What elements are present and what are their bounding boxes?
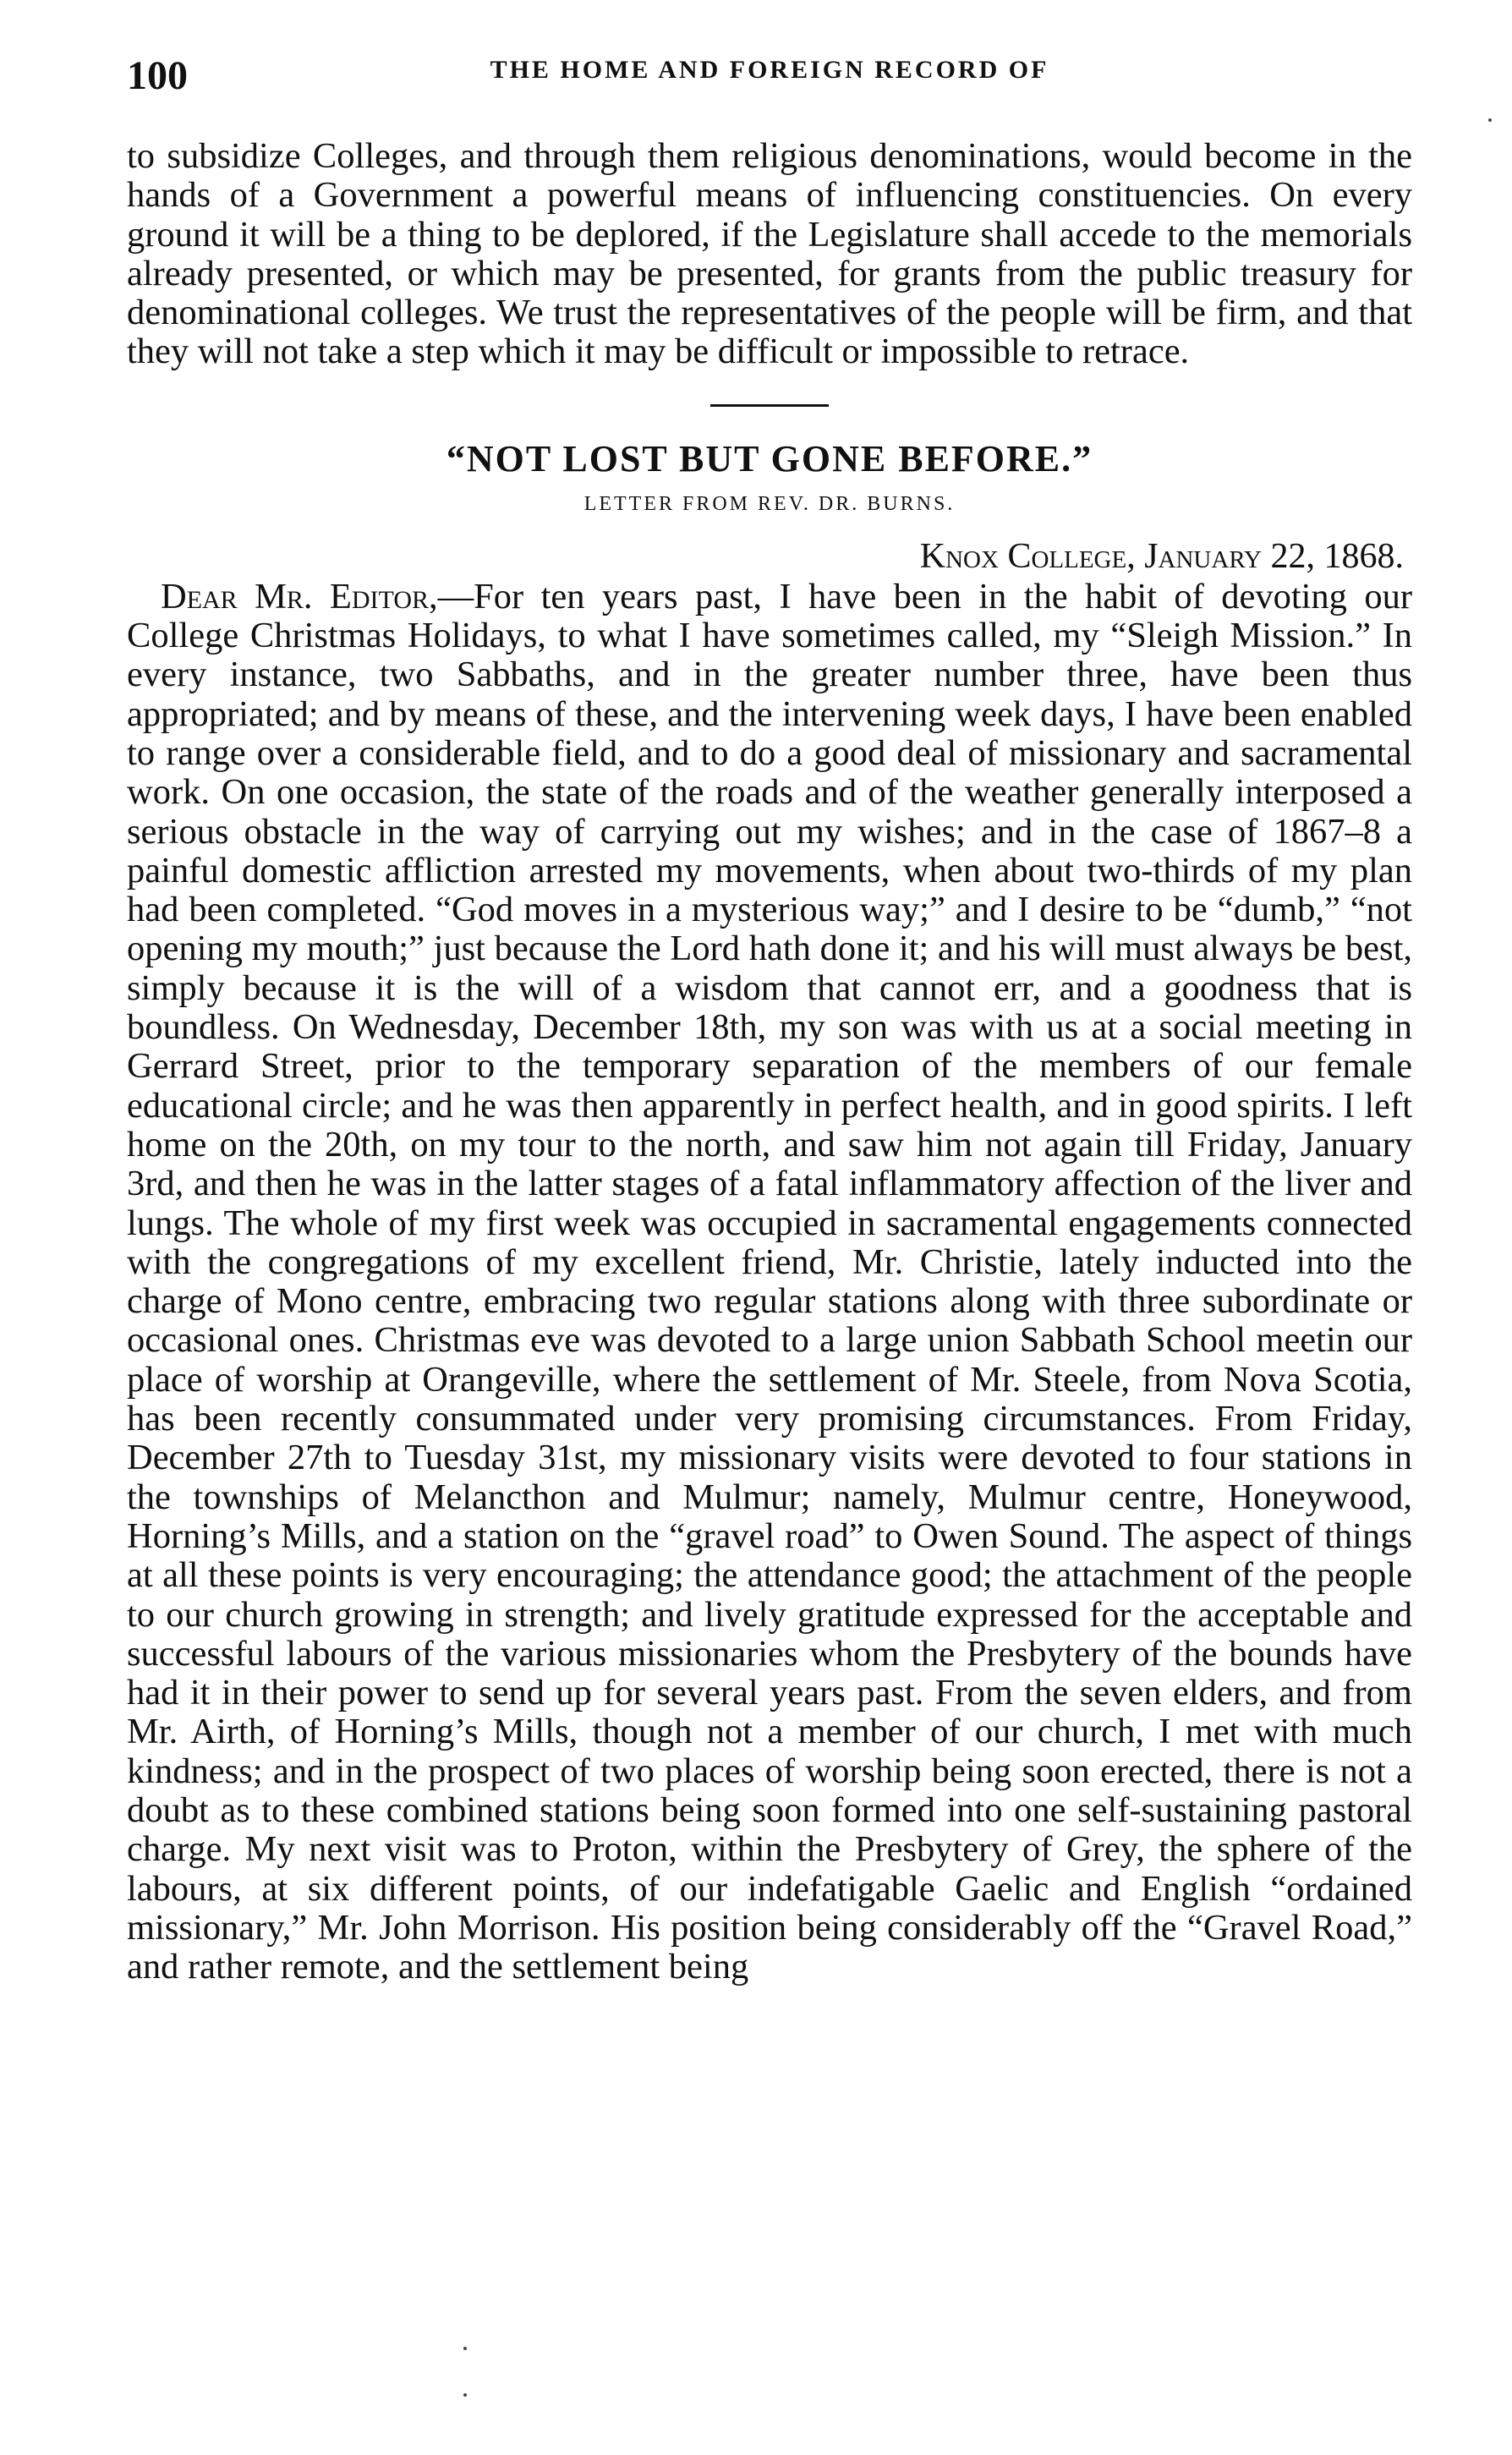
article-body-text: —For ten years past, I have been in the habit of devoting our College Christmas Holidays, to what I have sometimes called, my “Sleigh Mission.” In every instance, two Sabbaths, and in the greater number three, have been thus appropriated; and by means of these, and the intervening week days, I have been enabled to range over a considerable field, and to do a good deal of missionary and sacramental work. On one occasion, the state of the roads and of the weather generally interposed a serious obstacle in the way of carrying out my wishes; and in the case of 1867–8 a painful domestic affliction arrested my movements, when about two-thirds of my plan had been completed. “God moves in a mysterious way;” and I desire to be “dumb,” “not opening my mouth;” just because the Lord hath done it; and his will must always be best, simply because it is the will of a wisdom that cannot err, and a goodness that is boundless. On Wednesday, December 18th, my son was with us at a social meeting in Gerrard Street, prior to the temporary separation of the members of our female educational circle; and he was then apparently in perfect health, and in good spirits. I left home on the 20th, on my tour to the north, and saw him not again till Friday, January 3rd, and then he was in the latter stages of a fatal inflammatory affection of the liver and lungs. The whole of my first week was occupied in sacramental engagements connected with the congregations of my excellent friend, Mr. Christie, lately inducted into the charge of Mono centre, embracing two regular stations along with three subordinate or occasional ones. Christmas eve was devoted to a large union Sabbath School meetin our place of worship at Orangeville, where the settlement of Mr. Steele, from Nova Scotia, has been recently consummated under very promising circumstances. From Friday, December 27th to Tuesday 31st, my missionary visits were devoted to four stations in the townships of Melancthon and Mulmur; namely, Mulmur centre, Honeywood, Horning’s Mills, and a station on the “gravel road” to Owen Sound. The aspect of things at all these points is very encouraging; the attendance good; the attachment of the people to our church growing in strength; and lively gratitude expressed for the acceptable and successful labours of the various missionaries whom the Presbytery of the bounds have had it in their power to send up for several years past. From the seven elders, and from Mr. Airth, of Horning’s Mills, though not a member of our church, I met with much kindness; and in the prospect of two places of worship being soon erected, there is not a doubt as to these combined stations being soon formed into one self-sustaining pastoral charge. My next visit was to Proton, within the Presbytery of Grey, the sphere of the labours, at six different points, of our indefatigable Gaelic and English “ordained missionary,” Mr. John Morrison. His position being considerably off the “Gravel Road,” and rather remote, and the settlement being: [127, 576, 1412, 1987]
page-number: 100: [127, 53, 188, 98]
page-content: [127, 137, 1412, 1986]
article-title: “NOT LOST BUT GONE BEFORE.”: [446, 437, 1093, 479]
intro-paragraph: to subsidize Colleges, and through them religious denominations, would become in the hands of a Government a powerful means of influencing constituencies. On every ground it will be a thing to be deplored, if the Legislature shall accede to the memorials already presented, or which may be presented, for grants from the public treasury for denominational colleges. We trust the representatives of the people will be firm, and that they will not take a step which it may be difficult or impossible to retrace.: [127, 136, 1412, 372]
bottom-speck: [463, 2347, 467, 2350]
article-dateline: Knox College, January 22, 1868.: [919, 536, 1404, 576]
bottom-speck: [463, 2393, 467, 2397]
section-divider: [710, 404, 829, 407]
margin-speck: [1488, 118, 1492, 122]
page-header: [127, 49, 1412, 108]
running-title: THE HOME AND FOREIGN RECORD OF: [490, 56, 1049, 84]
article-body: [127, 578, 1412, 1987]
salutation: Dear Mr. Editor,: [161, 576, 438, 616]
article-subtitle: LETTER FROM REV. DR. BURNS.: [583, 492, 956, 515]
